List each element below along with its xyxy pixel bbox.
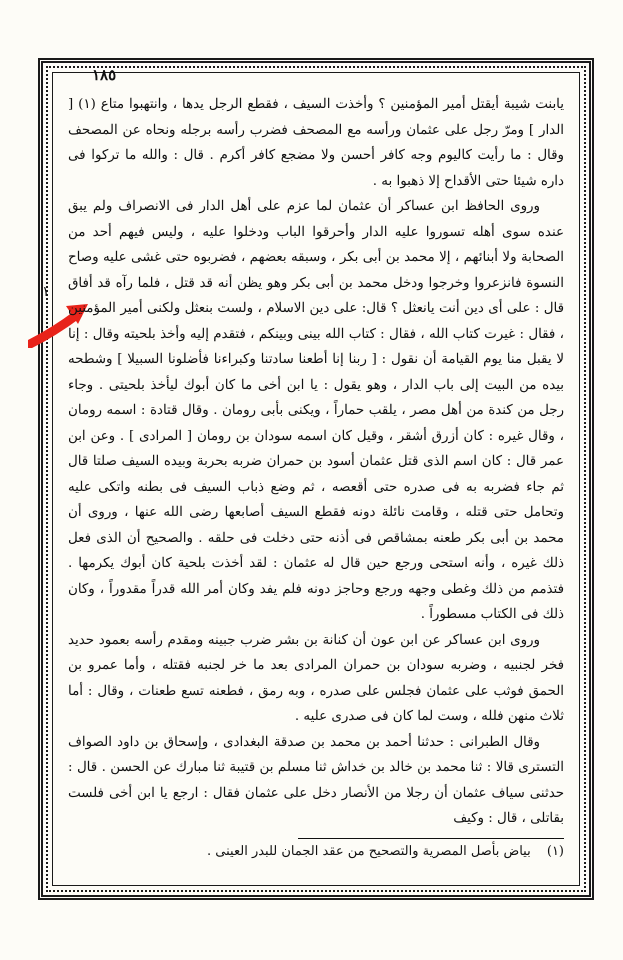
paragraph: يابنت شيبة أيقتل أمير المؤمنين ؟ وأخذت السيف ، فقطع الرجل يدها ، وانتهبوا متاع (١) [ الدار ] ومرّ رجل على عثمان ورأسه مع المصحف فضرب رأسه برجله ونحاه عن المصحف وقال : ما رأيت كاليوم وجه كافر أحسن ولا مضجع كافر أكرم . قال : والله ما تركوا فى داره شيئا حتى الأقداح إلا ذهبوا به . — [68, 97, 564, 189]
paragraph: وقال الطبرانى : حدثنا أحمد بن محمد بن صدقة البغدادى ، وإسحاق بن داود الصواف التسترى قالا : ثنا محمد بن خالد بن خداش ثنا مسلم بن قتيبة ثنا مبارك عن الحسن . قال : حدثنى سياف عثمان أن رجلا من الأنصار دخل على عثمان فقال : ارجع يا ابن أخى فلست بقاتلى ، قال : وكيف — [68, 734, 564, 826]
footnote-number: (١) — [546, 844, 564, 859]
paragraph: وروى ابن عساكر عن ابن عون أن كنانة بن بشر ضرب جبينه ومقدم رأسه بعمود حديد فخر لجنبيه ، وضربه سودان بن حمران المرادى بعد ما خر لجنبه فقتله ، وأما عمرو بن الحمق فوثب على عثمان فجلس على صدره ، وبه رمق ، فطعنه تسع طعنات ، وقال : أما ثلاث منهن فلله ، وست لما كان فى صدرى عليه . — [68, 632, 564, 724]
footnote-text: بياض بأصل المصرية والتصحيح من عقد الجمان للبدر العينى . — [207, 844, 531, 859]
main-text — [68, 92, 564, 832]
footnote-separator — [298, 838, 564, 839]
footnote — [120, 844, 564, 859]
page-number: ١٨٥ — [92, 66, 117, 84]
paragraph: وروى الحافظ ابن عساكر أن عثمان لما عزم على أهل الدار فى الانصراف ولم يبق عنده سوى أهله تسوروا عليه الدار وأحرقوا الباب ودخلوا عليه ، وليس فيهم أحد من الصحابة ولا أبنائهم ، إلا محمد بن أبى بكر ، وسبقه بعضهم ، فضربوه حتى غشى عليه وصاح النسوة فانزعروا وخرجوا ودخل محمد بن أبى بكر وهو يظن أنه قد قتل ، فلما رآه قد أفاق قال : على أى دين أنت يانعثل ؟ قال: على دين الاسلام ، ولست بنعثل ولكنى أمير المؤمنين ، فقال : غيرت كتاب الله ، فقال : كتاب الله بينى وبينكم ، فتقدم إليه وأخذ بلحيته وقال : إنا لا يقبل منا يوم القيامة أن نقول : [ ربنا إنا أطعنا سادتنا وكبراءنا فأضلونا السبيلا ] وشطحه بيده من البيت إلى باب الدار ، وهو يقول : يا ابن أخى ما كان أبوك ليأخذ بلحيتى . وجاء رجل من كندة من أهل مصر ، يلقب حماراً ، ويكنى بأبى رومان . وقال قتادة : اسمه رومان ، وقال غيره : كان أزرق أشقر ، وقيل كان اسمه سودان بن رومان [ المرادى ] . وعن ابن عمر قال : كان اسم الذى قتل عثمان أسود بن حمران ضربه بحربة وبيده السيف صلتا قال ثم جاء فضربه به فى صدره حتى أقعصه ، ثم وضع ذباب السيف فى بطنه واتكى عليه وتحامل حتى قتله ، وقامت نائلة دونه فقطع السيف أصابعها رضى الله عنها ، وروى أن محمد بن أبى بكر طعنه بمشاقص فى أذنه حتى دخلت فى حلقه . والصحيح أن الذى فعل ذلك غيره ، وأنه استحى ورجع حين قال له عثمان : لقد أخذت بلحية كان أبوك يكرمها . فتذمم من ذلك وغطى وجهه ورجع وحاجز دونه فلم يفد وكان أمر الله قدراً مقدوراً ، وكان ذلك فى الكتاب مسطوراً . — [68, 199, 565, 622]
margin-note: ١ — [42, 284, 50, 300]
